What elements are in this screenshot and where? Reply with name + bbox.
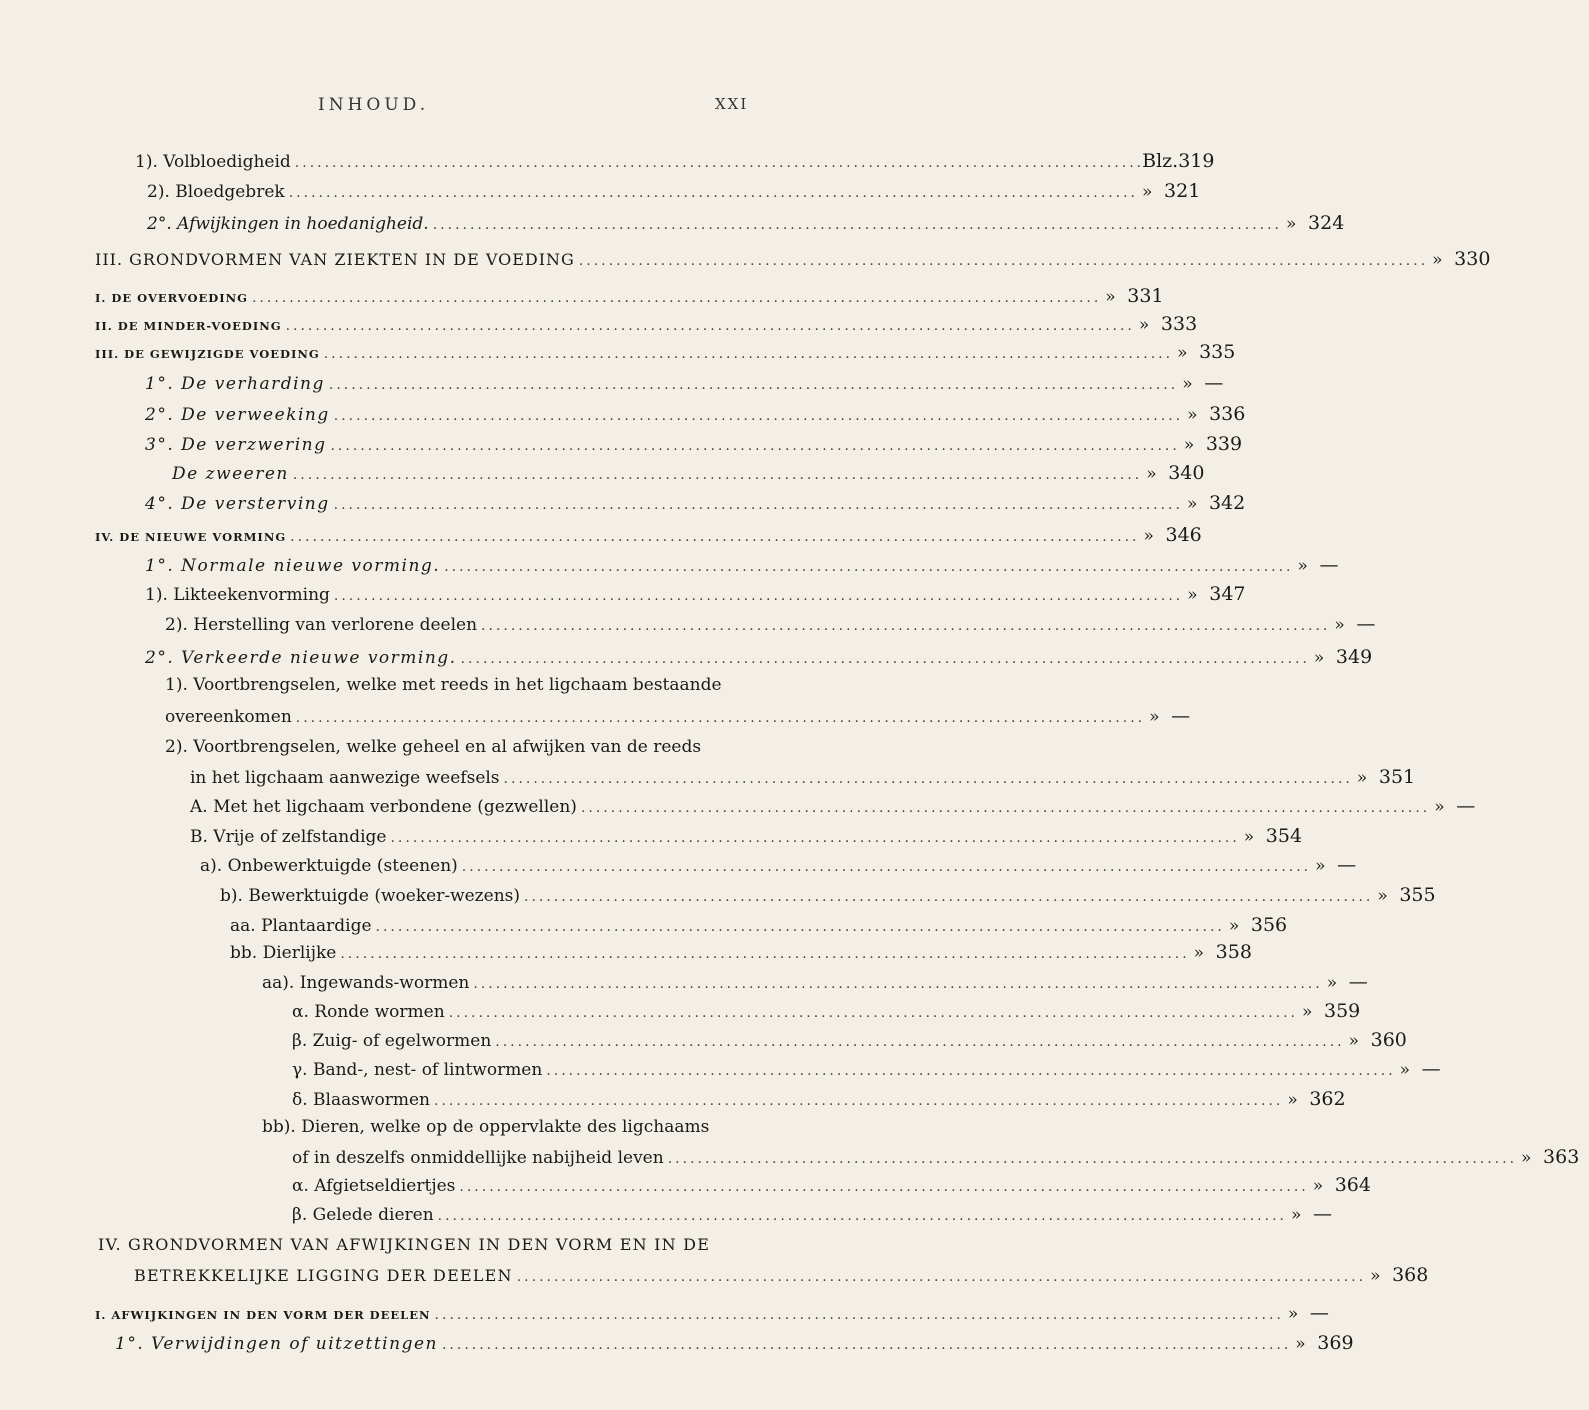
- dot-leader: ..................................................................................................................: [460, 651, 1310, 667]
- ditto-mark: »: [1315, 856, 1326, 876]
- toc-entry: [0, 1302, 1329, 1332]
- dot-leader: ..................................................................................................................: [580, 800, 1431, 816]
- dot-leader: ..................................................................................................................: [524, 889, 1374, 905]
- dot-leader: ..................................................................................................................: [473, 976, 1323, 992]
- toc-entry-label: γ. Band-, nest- of lintwormen: [292, 1060, 543, 1080]
- dot-leader: ..................................................................................................................: [459, 1179, 1309, 1195]
- toc-entry-label: β. Gelede dieren: [292, 1205, 434, 1225]
- toc-entry-label: 2°. Verkeerde nieuwe vorming.: [145, 648, 457, 668]
- toc-entry: [0, 583, 1246, 613]
- toc-entry: [0, 341, 1236, 371]
- toc-entry: [0, 212, 1345, 242]
- toc-entry-page: 354: [1265, 825, 1303, 847]
- dot-leader: ..................................................................................................................: [294, 155, 1145, 171]
- toc-entry-label: 1). Volbloedigheid: [135, 152, 291, 172]
- toc-entry-page: —: [1337, 854, 1357, 876]
- ditto-mark: »: [1287, 1304, 1299, 1324]
- toc-entry-page: 351: [1378, 766, 1416, 788]
- toc-entry: [0, 613, 1376, 643]
- toc-entry-label: 1°. Normale nieuwe vorming.: [145, 556, 441, 576]
- toc-entry-label: of in deszelfs onmiddellijke nabijheid leven: [292, 1148, 664, 1168]
- toc-entry-page: 349: [1335, 646, 1373, 668]
- toc-entry-label: De zweeren: [172, 464, 289, 484]
- toc-entry: [0, 675, 800, 705]
- toc-entry: [0, 1174, 1371, 1204]
- ditto-mark: »: [1187, 405, 1198, 425]
- toc-entry: [0, 313, 1198, 343]
- toc-entry-page: —: [1356, 613, 1376, 635]
- toc-entry: [0, 150, 1215, 180]
- toc-entry: [0, 1088, 1346, 1118]
- toc-entry-label: 3°. De verzwering: [145, 435, 327, 455]
- page-number: XXI: [715, 95, 749, 113]
- toc-entry-page: 333: [1160, 313, 1198, 335]
- toc-entry-label: 2°. De verweeking: [145, 405, 330, 425]
- dot-leader: ..................................................................................................................: [578, 253, 1429, 269]
- toc-entry-label: 2°. Afwijkingen in hoedanigheid.: [147, 214, 429, 234]
- toc-entry-page: 368: [1392, 1264, 1429, 1286]
- toc-entry: [0, 1235, 800, 1265]
- dot-leader: ..................................................................................................................: [495, 1034, 1345, 1050]
- ditto-mark: »: [1302, 1002, 1313, 1022]
- dot-leader: ..................................................................................................................: [251, 290, 1102, 306]
- ditto-mark: »: [1295, 1334, 1306, 1354]
- toc-entry-label: 1). Likteekenvorming: [145, 585, 330, 605]
- toc-entry-page: —: [1421, 1058, 1441, 1080]
- ditto-mark: »: [1142, 182, 1153, 202]
- dot-leader: ..................................................................................................................: [292, 467, 1143, 483]
- toc-entry-label: α. Afgietseldiertjes: [292, 1176, 456, 1196]
- ditto-mark: »: [1187, 585, 1198, 605]
- ditto-mark: »: [1149, 707, 1160, 727]
- page-title: INHOUD.: [318, 95, 430, 115]
- toc-entry: [0, 766, 1416, 796]
- toc-entry-label: in het ligchaam aanwezige weefsels: [190, 768, 500, 788]
- ditto-mark: »: [1286, 214, 1297, 234]
- dot-leader: ..................................................................................................................: [434, 1307, 1284, 1323]
- ditto-mark: »: [1377, 886, 1388, 906]
- ditto-mark: »: [1297, 556, 1308, 576]
- toc-entry-label: III. GRONDVORMEN VAN ZIEKTEN IN DE VOEDING: [95, 250, 575, 269]
- dot-leader: ..................................................................................................................: [437, 1208, 1287, 1224]
- toc-entry-page: 355: [1399, 884, 1436, 906]
- toc-entry: [0, 554, 1339, 584]
- ditto-mark: »: [1370, 1266, 1381, 1286]
- toc-entry-page: 321: [1164, 180, 1201, 202]
- dot-leader: ..................................................................................................................: [503, 771, 1353, 787]
- toc-entry-label: bb. Dierlijke: [230, 943, 337, 963]
- toc-entry-page: 358: [1215, 941, 1252, 963]
- dot-leader: ..................................................................................................................: [288, 185, 1139, 201]
- ditto-mark: »: [1348, 1031, 1360, 1051]
- toc-entry: [0, 285, 1164, 315]
- toc-entry-page: 324: [1308, 212, 1345, 234]
- dot-leader: ..................................................................................................................: [667, 1151, 1518, 1167]
- toc-entry: [0, 971, 1368, 1001]
- dot-leader: ..................................................................................................................: [333, 408, 1184, 424]
- toc-entry: [0, 1203, 1332, 1233]
- dot-leader: ..................................................................................................................: [432, 217, 1283, 233]
- toc-entry-page: 347: [1209, 583, 1246, 605]
- ditto-mark: »: [1186, 494, 1198, 514]
- toc-entry-label: 2). Herstelling van verlorene deelen: [165, 615, 478, 635]
- toc-entry: [0, 1058, 1441, 1088]
- ditto-mark: »: [1432, 250, 1443, 270]
- toc-entry: [0, 1332, 1354, 1362]
- toc-entry-page: 364: [1334, 1174, 1371, 1196]
- toc-entry-page: 336: [1209, 403, 1246, 425]
- ditto-mark: »: [1143, 526, 1154, 546]
- toc-entry: [0, 372, 1224, 402]
- toc-entry-label: 4°. De versterving: [145, 494, 330, 514]
- dot-leader: ..................................................................................................................: [333, 588, 1184, 604]
- toc-entry-label: BETREKKELIJKE LIGGING DER DEELEN: [134, 1266, 513, 1285]
- ditto-mark: »: [1290, 1205, 1302, 1225]
- toc-entry-label: 1). Voortbrengselen, welke met reeds in het ligchaam bestaande: [165, 675, 722, 695]
- toc-entry: [0, 737, 800, 767]
- ditto-mark: »: [1356, 768, 1368, 788]
- toc-entry-label: IV. DE NIEUWE VORMING: [95, 530, 287, 544]
- ditto-mark: »: [1243, 827, 1255, 847]
- dot-leader: ..................................................................................................................: [295, 710, 1146, 726]
- dot-leader: ..................................................................................................................: [516, 1269, 1367, 1285]
- dot-leader: ..................................................................................................................: [546, 1063, 1396, 1079]
- dot-leader: ..................................................................................................................: [285, 318, 1135, 334]
- dot-leader: ..................................................................................................................: [461, 859, 1312, 875]
- ditto-mark: »: [1183, 435, 1195, 455]
- toc-entry-page: 342: [1208, 492, 1246, 514]
- ditto-mark: »: [1313, 648, 1325, 668]
- toc-entry: [0, 705, 1191, 735]
- dot-leader: ..................................................................................................................: [481, 618, 1331, 634]
- toc-entry-label: aa). Ingewands-wormen: [262, 973, 470, 993]
- toc-entry: [0, 180, 1201, 210]
- toc-entry: [0, 462, 1205, 492]
- toc-entry-page: —: [1171, 705, 1191, 727]
- dot-leader: ..................................................................................................................: [434, 1093, 1284, 1109]
- ditto-mark: »: [1326, 973, 1338, 993]
- ditto-mark: »: [1399, 1060, 1411, 1080]
- toc-entry-page: 339: [1205, 433, 1243, 455]
- toc-entry-page: —: [1456, 795, 1476, 817]
- dot-leader: ..................................................................................................................: [333, 497, 1183, 513]
- ditto-mark: »: [1182, 374, 1193, 394]
- dot-leader: ..................................................................................................................: [390, 830, 1240, 846]
- toc-entry: [0, 1264, 1429, 1294]
- dot-leader: ..................................................................................................................: [340, 946, 1190, 962]
- dot-leader: ..................................................................................................................: [375, 919, 1225, 935]
- toc-entry-page: 331: [1127, 285, 1164, 307]
- toc-entry: [0, 884, 1436, 914]
- toc-entry-label: α. Ronde wormen: [292, 1002, 445, 1022]
- toc-entry-label: IV. GRONDVORMEN VAN AFWIJKINGEN IN DEN VORM EN IN DE: [98, 1235, 711, 1254]
- toc-entry-page: —: [1319, 554, 1339, 576]
- toc-entry-label: I. AFWIJKINGEN IN DEN VORM DER DEELEN: [95, 1308, 431, 1322]
- dot-leader: ..................................................................................................................: [323, 346, 1174, 362]
- toc-entry-label: overeenkomen: [165, 707, 292, 727]
- toc-entry: [0, 825, 1303, 855]
- dot-leader: ..................................................................................................................: [441, 1337, 1292, 1353]
- dot-leader: ..................................................................................................................: [444, 559, 1294, 575]
- toc-entry-label: δ. Blaaswormen: [292, 1090, 431, 1110]
- toc-entry-label: 1°. Verwijdingen of uitzettingen: [115, 1334, 438, 1354]
- ditto-mark: »: [1334, 615, 1345, 635]
- toc-entry-label: A. Met het ligchaam verbondene (gezwellen): [190, 797, 577, 817]
- toc-entry-page: 359: [1324, 1000, 1361, 1022]
- toc-entry-label: 2). Voortbrengselen, welke geheel en al afwijken van de reeds: [165, 737, 702, 757]
- dot-leader: ..................................................................................................................: [330, 438, 1180, 454]
- toc-entry-label: a). Onbewerktuigde (steenen): [200, 856, 458, 876]
- toc-entry-label: b). Bewerktuigde (woeker-wezens): [220, 886, 521, 906]
- ditto-mark: »: [1146, 464, 1157, 484]
- toc-entry: [0, 524, 1202, 554]
- ditto-mark: »: [1434, 797, 1445, 817]
- toc-entry: [0, 492, 1246, 522]
- toc-entry: [0, 433, 1243, 463]
- toc-entry-page: —: [1348, 971, 1368, 993]
- toc-entry-page: 363: [1543, 1146, 1580, 1168]
- toc-entry-label: I. DE OVERVOEDING: [95, 291, 248, 305]
- toc-entry-page: Blz.319: [1142, 150, 1215, 172]
- toc-entry-page: 369: [1317, 1332, 1354, 1354]
- toc-entry-page: 340: [1168, 462, 1205, 484]
- toc-entry-page: 362: [1309, 1088, 1346, 1110]
- ditto-mark: »: [1312, 1176, 1324, 1196]
- toc-entry-page: 356: [1250, 914, 1288, 936]
- dot-leader: ..................................................................................................................: [290, 529, 1140, 545]
- page-header: [0, 95, 800, 125]
- toc-entry: [0, 795, 1476, 825]
- ditto-mark: »: [1105, 287, 1116, 307]
- toc-entry: [0, 1029, 1407, 1059]
- toc-entry-label: II. DE MINDER-VOEDING: [95, 319, 282, 333]
- toc-entry-label: 2). Bloedgebrek: [147, 182, 285, 202]
- toc-entry: [0, 854, 1357, 884]
- toc-entry-page: —: [1204, 372, 1224, 394]
- toc-entry-page: —: [1312, 1203, 1332, 1225]
- toc-entry-page: 335: [1199, 341, 1236, 363]
- toc-entry: [0, 941, 1252, 971]
- toc-entry-label: 1°. De verharding: [145, 374, 325, 394]
- toc-entry: [0, 403, 1246, 433]
- toc-entry-label: bb). Dieren, welke op de oppervlakte des ligchaams: [262, 1117, 710, 1137]
- toc-entry-label: β. Zuig- of egelwormen: [292, 1031, 492, 1051]
- toc-entry: [0, 248, 1491, 278]
- toc-entry-label: III. DE GEWIJZIGDE VOEDING: [95, 347, 320, 361]
- ditto-mark: »: [1193, 943, 1205, 963]
- dot-leader: ..................................................................................................................: [328, 377, 1179, 393]
- toc-entry: [0, 1146, 1580, 1176]
- toc-entry-label: B. Vrije of zelfstandige: [190, 827, 387, 847]
- ditto-mark: »: [1138, 315, 1150, 335]
- toc-entry-page: 360: [1370, 1029, 1407, 1051]
- toc-entry-label: aa. Plantaardige: [230, 916, 372, 936]
- ditto-mark: »: [1177, 343, 1188, 363]
- ditto-mark: »: [1287, 1090, 1298, 1110]
- dot-leader: ..................................................................................................................: [448, 1005, 1298, 1021]
- toc-entry-page: 330: [1454, 248, 1491, 270]
- toc-entry: [0, 1000, 1361, 1030]
- toc-entry: [0, 914, 1288, 944]
- toc-entry-page: —: [1309, 1302, 1329, 1324]
- toc-entry: [0, 1117, 800, 1147]
- toc-entry-page: 346: [1165, 524, 1202, 546]
- ditto-mark: »: [1521, 1148, 1532, 1168]
- toc-entry: [0, 646, 1373, 676]
- ditto-mark: »: [1228, 916, 1240, 936]
